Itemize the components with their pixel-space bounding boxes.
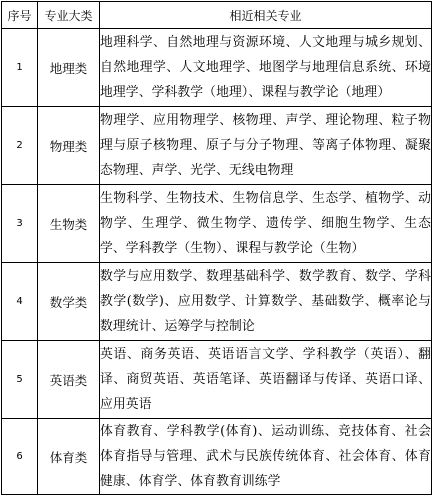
- row-category: 物理类: [38, 107, 100, 185]
- row-index: 2: [2, 107, 38, 185]
- table-row: [2, 263, 432, 341]
- header-index: 序号: [2, 2, 38, 29]
- header-category: 专业大类: [38, 2, 100, 29]
- row-category: 体育类: [38, 419, 100, 495]
- row-majors: 英语、商务英语、英语语言文学、学科教学（英语）、翻译、商贸英语、英语笔译、英语翻译与传译、英语口译、应用英语: [100, 341, 432, 419]
- row-majors: 物理学、应用物理学、核物理、声学、理论物理、粒子物理与原子核物理、原子与分子物理、等离子体物理、凝聚态物理、声学、光学、无线电物理: [100, 107, 432, 185]
- majors-table: [1, 1, 432, 495]
- table-row: [2, 107, 432, 185]
- table-row: [2, 185, 432, 263]
- row-category: 英语类: [38, 341, 100, 419]
- row-index: 6: [2, 419, 38, 495]
- row-category: 地理类: [38, 29, 100, 107]
- row-index: 4: [2, 263, 38, 341]
- table-row: [2, 341, 432, 419]
- row-category: 生物类: [38, 185, 100, 263]
- row-index: 5: [2, 341, 38, 419]
- row-majors: 地理科学、自然地理与资源环境、人文地理与城乡规划、自然地理学、人文地理学、地图学与地理信息系统、环境地理学、学科教学（地理）、课程与教学论（地理）: [100, 29, 432, 107]
- row-majors: 生物科学、生物技术、生物信息学、生态学、植物学、动物学、生理学、微生物学、遗传学、细胞生物学、生态学、学科教学（生物）、课程与教学论（生物）: [100, 185, 432, 263]
- row-majors: 数学与应用数学、数理基础科学、数学教育、数学、学科教学(数学)、应用数学、计算数学、基础数学、概率论与数理统计、运筹学与控制论: [100, 263, 432, 341]
- row-majors: 体育教育、学科教学(体育)、运动训练、竞技体育、社会体育指导与管理、武术与民族传统体育、社会体育、体育健康、体育学、体育教育训练学: [100, 419, 432, 495]
- table-row: [2, 29, 432, 107]
- header-majors: 相近相关专业: [100, 2, 432, 29]
- header-row: [2, 2, 432, 29]
- row-index: 3: [2, 185, 38, 263]
- row-index: 1: [2, 29, 38, 107]
- row-category: 数学类: [38, 263, 100, 341]
- table-row: [2, 419, 432, 495]
